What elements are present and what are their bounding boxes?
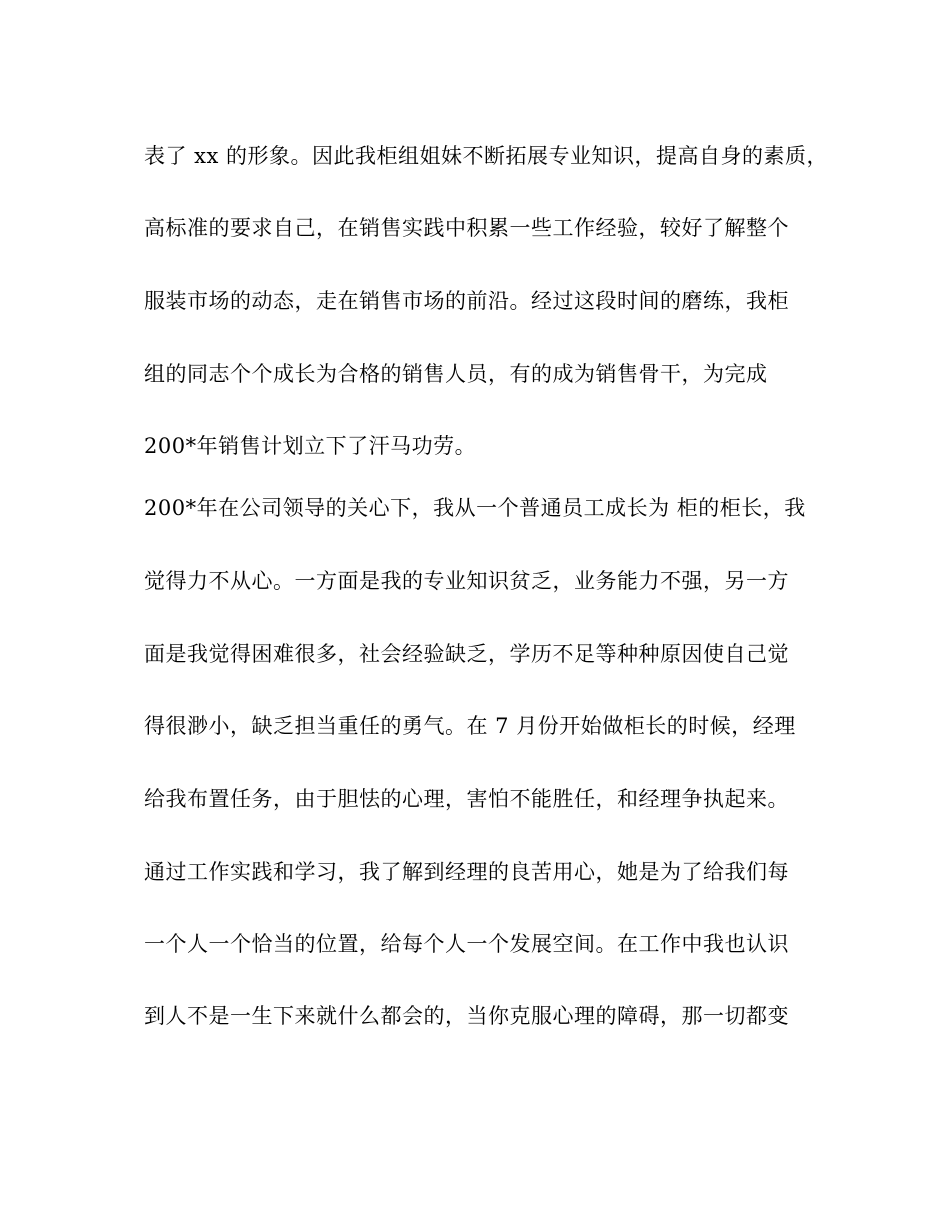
text-line: 组的同志个个成长为合格的销售人员，有的成为销售骨干，为完成 bbox=[144, 362, 768, 386]
text-line: 服装市场的动态，走在销售市场的前沿。经过这段时间的磨练，我柜 bbox=[144, 289, 789, 313]
text-line: 高标准的要求自己，在销售实践中积累一些工作经验，较好了解整个 bbox=[144, 216, 789, 240]
text-line: 觉得力不从心。一方面是我的专业知识贫乏，业务能力不强，另一方 bbox=[144, 569, 789, 593]
text-line: 200*年在公司领导的关心下，我从一个普通员工成长为 柜的柜长，我 bbox=[144, 496, 806, 520]
text-line: 面是我觉得困难很多，社会经验缺乏，学历不足等种种原因使自己觉 bbox=[144, 642, 789, 666]
text-line: 给我布置任务，由于胆怯的心理，害怕不能胜任，和经理争执起来。 bbox=[144, 787, 789, 811]
text-line: 到人不是一生下来就什么都会的，当你克服心理的障碍，那一切都变 bbox=[144, 1004, 789, 1028]
text-line: 一个人一个恰当的位置，给每个人一个发展空间。在工作中我也认识 bbox=[144, 932, 789, 956]
text-line: 表了 xx 的形象。因此我柜组姐妹不断拓展专业知识，提高自身的素质， bbox=[144, 144, 829, 168]
text-line: 通过工作实践和学习，我了解到经理的良苦用心，她是为了给我们每 bbox=[144, 860, 789, 884]
text-line: 200*年销售计划立下了汗马功劳。 bbox=[144, 434, 477, 458]
text-line: 得很渺小，缺乏担当重任的勇气。在 7 月份开始做柜长的时候，经理 bbox=[144, 714, 796, 738]
